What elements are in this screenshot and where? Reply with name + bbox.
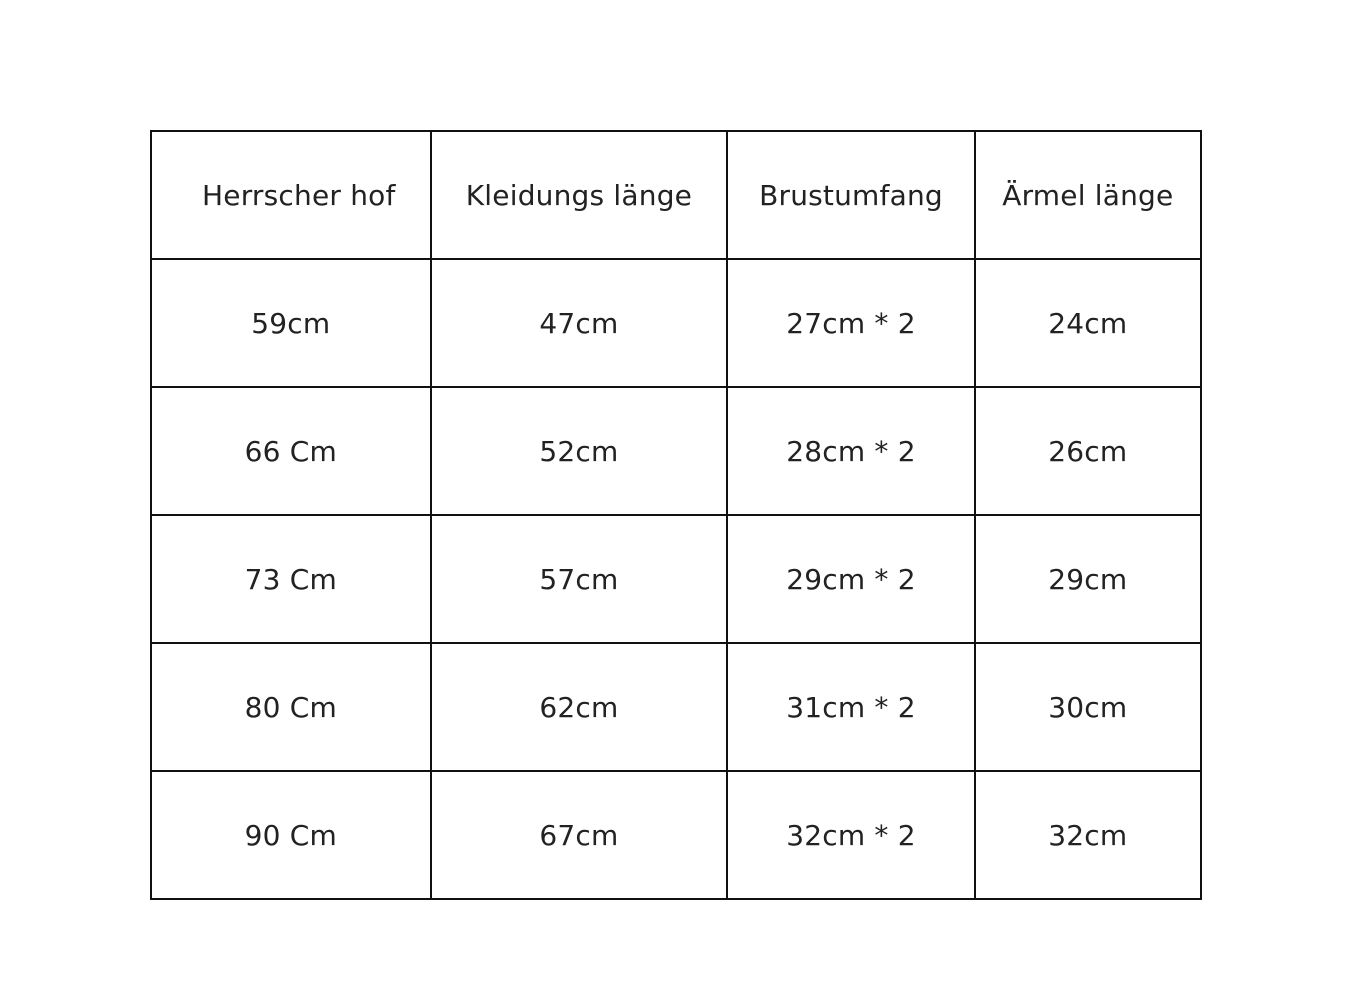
table-cell: 52cm	[431, 387, 728, 515]
table-cell: 73 Cm	[151, 515, 431, 643]
table-cell: 59cm	[151, 259, 431, 387]
table-cell: 62cm	[431, 643, 728, 771]
table-cell: 29cm	[975, 515, 1201, 643]
table-cell: 32cm * 2	[727, 771, 974, 899]
table-cell: 67cm	[431, 771, 728, 899]
table-row	[151, 771, 1201, 899]
table-cell: 31cm * 2	[727, 643, 974, 771]
table-cell: 66 Cm	[151, 387, 431, 515]
table-cell: 28cm * 2	[727, 387, 974, 515]
header-cell-kleidungs-laenge: Kleidungs länge	[431, 131, 728, 259]
table-cell: 57cm	[431, 515, 728, 643]
table-header-row	[151, 131, 1201, 259]
table-cell: 27cm * 2	[727, 259, 974, 387]
table-cell: 29cm * 2	[727, 515, 974, 643]
table-cell: 80 Cm	[151, 643, 431, 771]
table-cell: 24cm	[975, 259, 1201, 387]
table-cell: 30cm	[975, 643, 1201, 771]
table-row	[151, 643, 1201, 771]
table-row	[151, 515, 1201, 643]
table-row	[151, 387, 1201, 515]
table-cell: 26cm	[975, 387, 1201, 515]
size-chart-table	[150, 130, 1202, 900]
table-cell: 90 Cm	[151, 771, 431, 899]
table-cell: 32cm	[975, 771, 1201, 899]
header-cell-herrscher-hof: Herrscher hof	[151, 131, 431, 259]
header-cell-aermel-laenge: Ärmel länge	[975, 131, 1201, 259]
table-row	[151, 259, 1201, 387]
header-cell-brustumfang: Brustumfang	[727, 131, 974, 259]
table-cell: 47cm	[431, 259, 728, 387]
